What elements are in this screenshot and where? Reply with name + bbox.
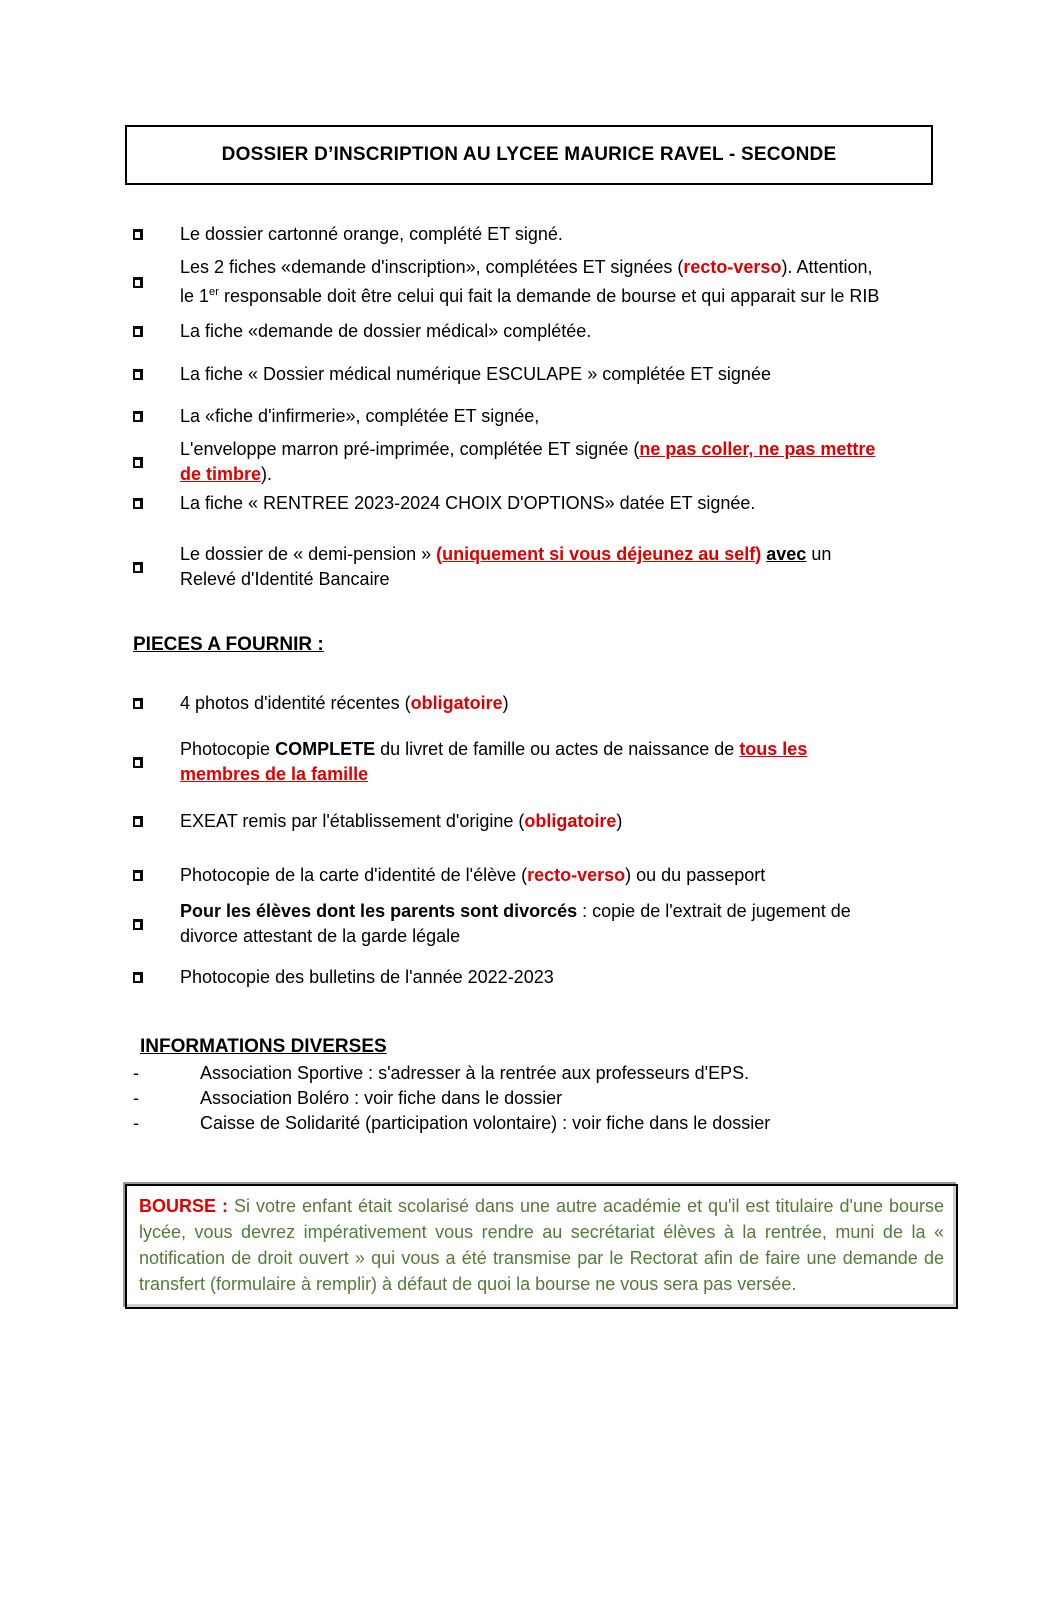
info-item-text: Caisse de Solidarité (participation volontaire) : voir fiche dans le dossier <box>200 1113 771 1133</box>
checkbox-icon <box>133 972 143 983</box>
text-segment: La «fiche d'infirmerie», complétée ET signée, <box>180 406 540 426</box>
text-segment: du livret de famille ou actes de naissance de <box>375 739 740 759</box>
checkbox-icon <box>133 919 143 930</box>
checkbox-column <box>133 411 180 422</box>
checkbox-column <box>133 757 180 768</box>
text-segment: COMPLETE <box>275 739 376 759</box>
text-segment: recto-verso <box>527 865 626 885</box>
text-segment: ). <box>261 464 273 484</box>
text-segment: ). Attention, le 1 <box>180 257 873 306</box>
checkbox-icon <box>133 277 143 288</box>
text-segment: L'enveloppe marron pré-imprimée, complétée ET signée ( <box>180 439 640 459</box>
checklist-item-text <box>180 222 885 247</box>
text-segment: recto-verso <box>683 257 782 277</box>
checkbox-column <box>133 870 180 881</box>
checkbox-column <box>133 919 180 930</box>
checklist-item <box>133 899 1058 949</box>
info-item-text: Association Sportive : s'adresser à la rentrée aux professeurs d'EPS. <box>200 1063 750 1083</box>
checkbox-column <box>133 698 180 709</box>
checkbox-column <box>133 369 180 380</box>
checklist-item <box>133 737 1058 787</box>
section-heading-pieces: PIECES A FOURNIR : <box>133 634 324 655</box>
checklist-item-text <box>180 542 885 592</box>
checkbox-icon <box>133 457 143 468</box>
checklist-item <box>133 491 1058 516</box>
section-heading-infos: INFORMATIONS DIVERSES <box>140 1036 387 1057</box>
checkbox-icon <box>133 369 143 380</box>
text-segment: ) ou du passeport <box>625 865 766 885</box>
text-segment: Photocopie de la carte d'identité de l'élève ( <box>180 865 528 885</box>
text-segment: responsable doit être celui qui fait la demande de bourse et qui apparait sur le RIB <box>218 286 880 306</box>
text-segment: La fiche «demande de dossier médical» complétée. <box>180 321 592 341</box>
checklist-item <box>133 965 1058 990</box>
checkbox-icon <box>133 498 143 509</box>
info-list-item <box>133 1111 1058 1136</box>
checkbox-icon <box>133 816 143 827</box>
checklist-item-text <box>180 863 885 888</box>
text-segment: ( <box>436 544 443 564</box>
checklist-item <box>133 319 1058 344</box>
checklist-item-text <box>180 404 885 429</box>
text-segment: er <box>209 286 219 298</box>
checkbox-icon <box>133 562 143 573</box>
checklist-item-text <box>180 491 885 516</box>
info-item-text: Association Boléro : voir fiche dans le dossier <box>200 1088 563 1108</box>
text-segment: uniquement si vous déjeunez au self <box>442 544 756 564</box>
text-segment: Pour les élèves dont les parents sont divorcés <box>180 901 578 921</box>
text-segment: tous les membres de la famille <box>180 739 808 784</box>
checklist-item-text <box>180 437 885 487</box>
text-segment: ) <box>502 693 509 713</box>
checklist-item-text <box>180 809 885 834</box>
checkbox-column <box>133 457 180 468</box>
checklist-item <box>133 863 1058 888</box>
checklist-item <box>133 809 1058 834</box>
checkbox-column <box>133 326 180 337</box>
text-segment: avec <box>766 544 807 564</box>
checkbox-column <box>133 816 180 827</box>
info-list-item <box>133 1061 1058 1086</box>
checkbox-icon <box>133 326 143 337</box>
text-segment: ne pas coller, ne pas mettre de timbre <box>180 439 876 484</box>
checkbox-column <box>133 498 180 509</box>
dash-bullet: - <box>133 1088 139 1108</box>
text-segment: EXEAT remis par l'établissement d'origine ( <box>180 811 525 831</box>
checklist-item-text <box>180 319 885 344</box>
checklist-item <box>133 542 1058 592</box>
text-segment: Le dossier de « demi-pension » <box>180 544 437 564</box>
text-segment: obligatoire <box>410 693 503 713</box>
text-segment: Photocopie <box>180 739 276 759</box>
text-segment: ) <box>616 811 623 831</box>
checklist-item <box>133 362 1058 387</box>
text-segment: La fiche « RENTREE 2023-2024 CHOIX D'OPTIONS» datée ET signée. <box>180 493 756 513</box>
checklist-item-text <box>180 737 885 787</box>
checklist-item-text <box>180 255 885 309</box>
document-page <box>0 125 1058 1622</box>
checkbox-column <box>133 972 180 983</box>
text-segment: un Relevé d'Identité Bancaire <box>180 544 832 589</box>
checklist-item-text <box>180 899 885 949</box>
checkbox-column <box>133 277 180 288</box>
checkbox-icon <box>133 229 143 240</box>
checklist-item-text <box>180 965 885 990</box>
checklist-item <box>133 691 1058 716</box>
checklist-item <box>133 404 1058 429</box>
checkbox-column <box>133 562 180 573</box>
text-segment: Photocopie des bulletins de l'année 2022-2023 <box>180 967 554 987</box>
checkbox-icon <box>133 870 143 881</box>
text-segment: La fiche « Dossier médical numérique ESCULAPE » complétée ET signée <box>180 364 771 384</box>
checkbox-icon <box>133 411 143 422</box>
page-title: DOSSIER D’INSCRIPTION AU LYCEE MAURICE RAVEL - SECONDE <box>221 144 837 165</box>
text-segment: 4 photos d'identité récentes ( <box>180 693 411 713</box>
dash-bullet: - <box>133 1063 139 1083</box>
bourse-notice-box <box>125 1184 958 1309</box>
text-segment: Le dossier cartonné orange, complété ET signé. <box>180 224 563 244</box>
checkbox-icon <box>133 757 143 768</box>
text-segment: ) <box>755 544 762 564</box>
info-list-item <box>133 1086 1058 1111</box>
checklist-item <box>133 437 1058 487</box>
dash-bullet: - <box>133 1113 139 1133</box>
text-segment: Les 2 fiches «demande d'inscription», complétées ET signées ( <box>180 257 684 277</box>
text-segment: obligatoire <box>524 811 617 831</box>
checkbox-column <box>133 229 180 240</box>
checklist-item-text <box>180 691 885 716</box>
checklist-item <box>133 255 1058 309</box>
text-segment: : copie de l'extrait de jugement de divorce attestant de la garde légale <box>180 901 851 946</box>
checklist-item-text <box>180 362 885 387</box>
text-segment: BOURSE : <box>139 1196 228 1216</box>
checklist-item <box>133 222 1058 247</box>
checkbox-icon <box>133 698 143 709</box>
title-box <box>125 125 933 185</box>
text-segment: Si votre enfant était scolarisé dans une autre académie et qu'il est titulaire d'une bourse lycée, vous devrez impérativement vous rendre au secrétariat élèves à la rentrée, muni de la « notification de droit ouvert » qui vous a été transmise par le Rectorat afin de faire une demande de transfert (formulaire à remplir) à défaut de quoi la bourse ne vous sera pas versée. <box>139 1196 944 1294</box>
